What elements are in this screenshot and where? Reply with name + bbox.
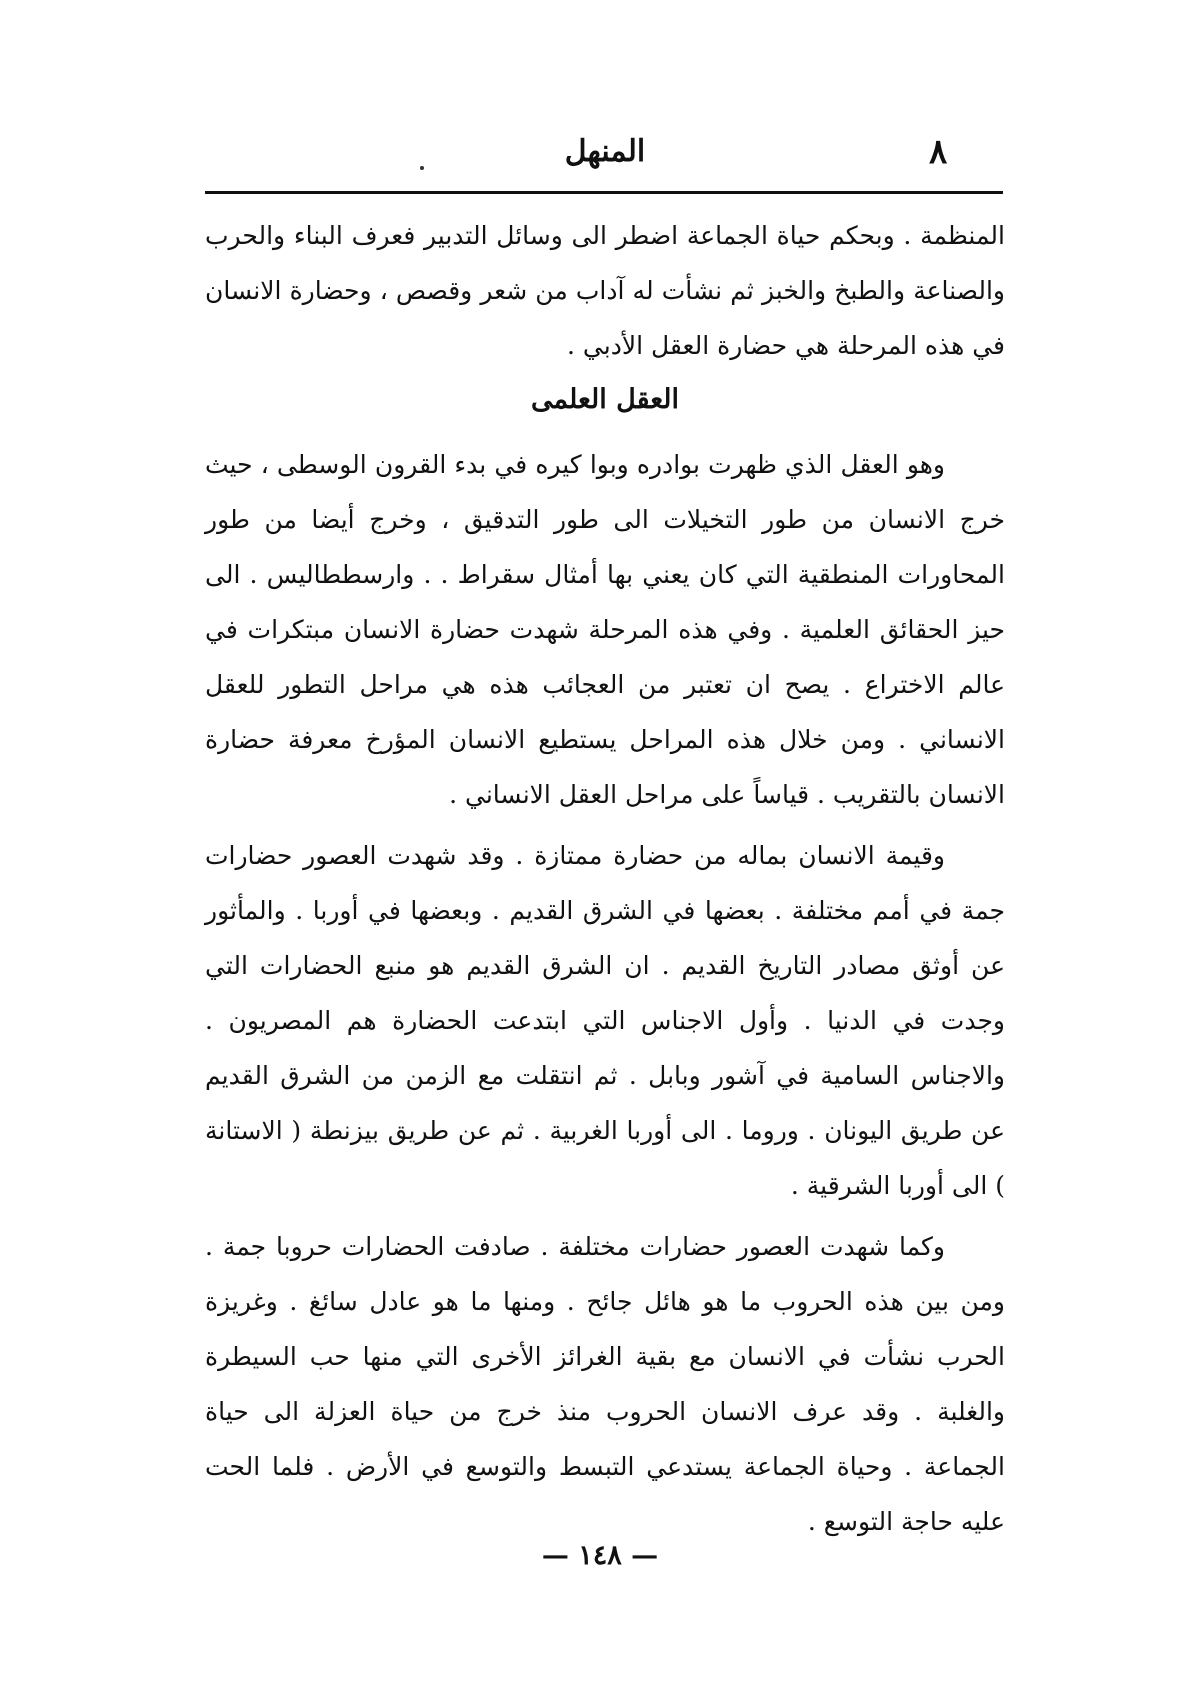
print-speck bbox=[420, 166, 424, 170]
paragraph-intro: المنظمة . وبحكم حياة الجماعة اضطر الى وسائل التدبير فعرف البناء والحرب والصناعة والطبخ والخبز ثم نشأت له آداب من شعر وقصص ، وحضارة الانسان في هذه المرحلة هي حضارة العقل الأدبي . bbox=[205, 221, 1005, 360]
page-header bbox=[205, 130, 1005, 180]
journal-title: المنهل bbox=[564, 134, 646, 169]
paragraph: وكما شهدت العصور حضارات مختلفة . صادفت الحضارات حروبا جمة . ومن بين هذه الحروب ما هو هائل جائح . ومنها ما هو عادل سائغ . وغريزة الحرب نشأت في الانسان مع بقية الغرائز الأخرى التي منها حب السيطرة والغلبة . وقد عرف الانسان الحروب منذ خرج من حياة العزلة الى حياة الجماعة . وحياة الجماعة يستدعي التبسط والتوسع في الأرض . فلما الحت عليه حاجة التوسع . bbox=[205, 1232, 1005, 1536]
section-heading: العقل العلمى bbox=[530, 384, 680, 415]
article-body bbox=[205, 208, 1005, 1549]
header-page-number: ٨ bbox=[929, 132, 948, 172]
footer-page-number: — ١٤٨ — bbox=[541, 1540, 659, 1571]
paragraph: وهو العقل الذي ظهرت بوادره وبوا كيره في بدء القرون الوسطى ، حيث خرج الانسان من طور التخيلات الى طور التدقيق ، وخرج أيضا من طور المحاورات المنطقية التي كان يعني بها أمثال سقراط . . وارسططاليس . الى حيز الحقائق العلمية . وفي هذه المرحلة شهدت حضارة الانسان مبتكرات في عالم الاختراع . يصح ان تعتبر من العجائب هذه هي مراحل التطور للعقل الانساني . ومن خلال هذه المراحل يستطيع الانسان المؤرخ معرفة حضارة الانسان بالتقريب . قياساً على مراحل العقل الانساني . bbox=[205, 450, 1005, 809]
header-divider bbox=[205, 191, 1003, 194]
paragraph: وقيمة الانسان بماله من حضارة ممتازة . وقد شهدت العصور حضارات جمة في أمم مختلفة . بعضها في الشرق القديم . وبعضها في أوربا . والمأثور عن أوثق مصادر التاريخ القديم . ان الشرق القديم هو منبع الحضارات التي وجدت في الدنيا . وأول الاجناس التي ابتدعت الحضارة هم المصريون . والاجناس السامية في آشور وبابل . ثم انتقلت مع الزمن من الشرق القديم عن طريق اليونان . وروما . الى أوربا الغربية . ثم عن طريق بيزنطة ( الاستانة ) الى أوربا الشرقية . bbox=[205, 841, 1005, 1200]
